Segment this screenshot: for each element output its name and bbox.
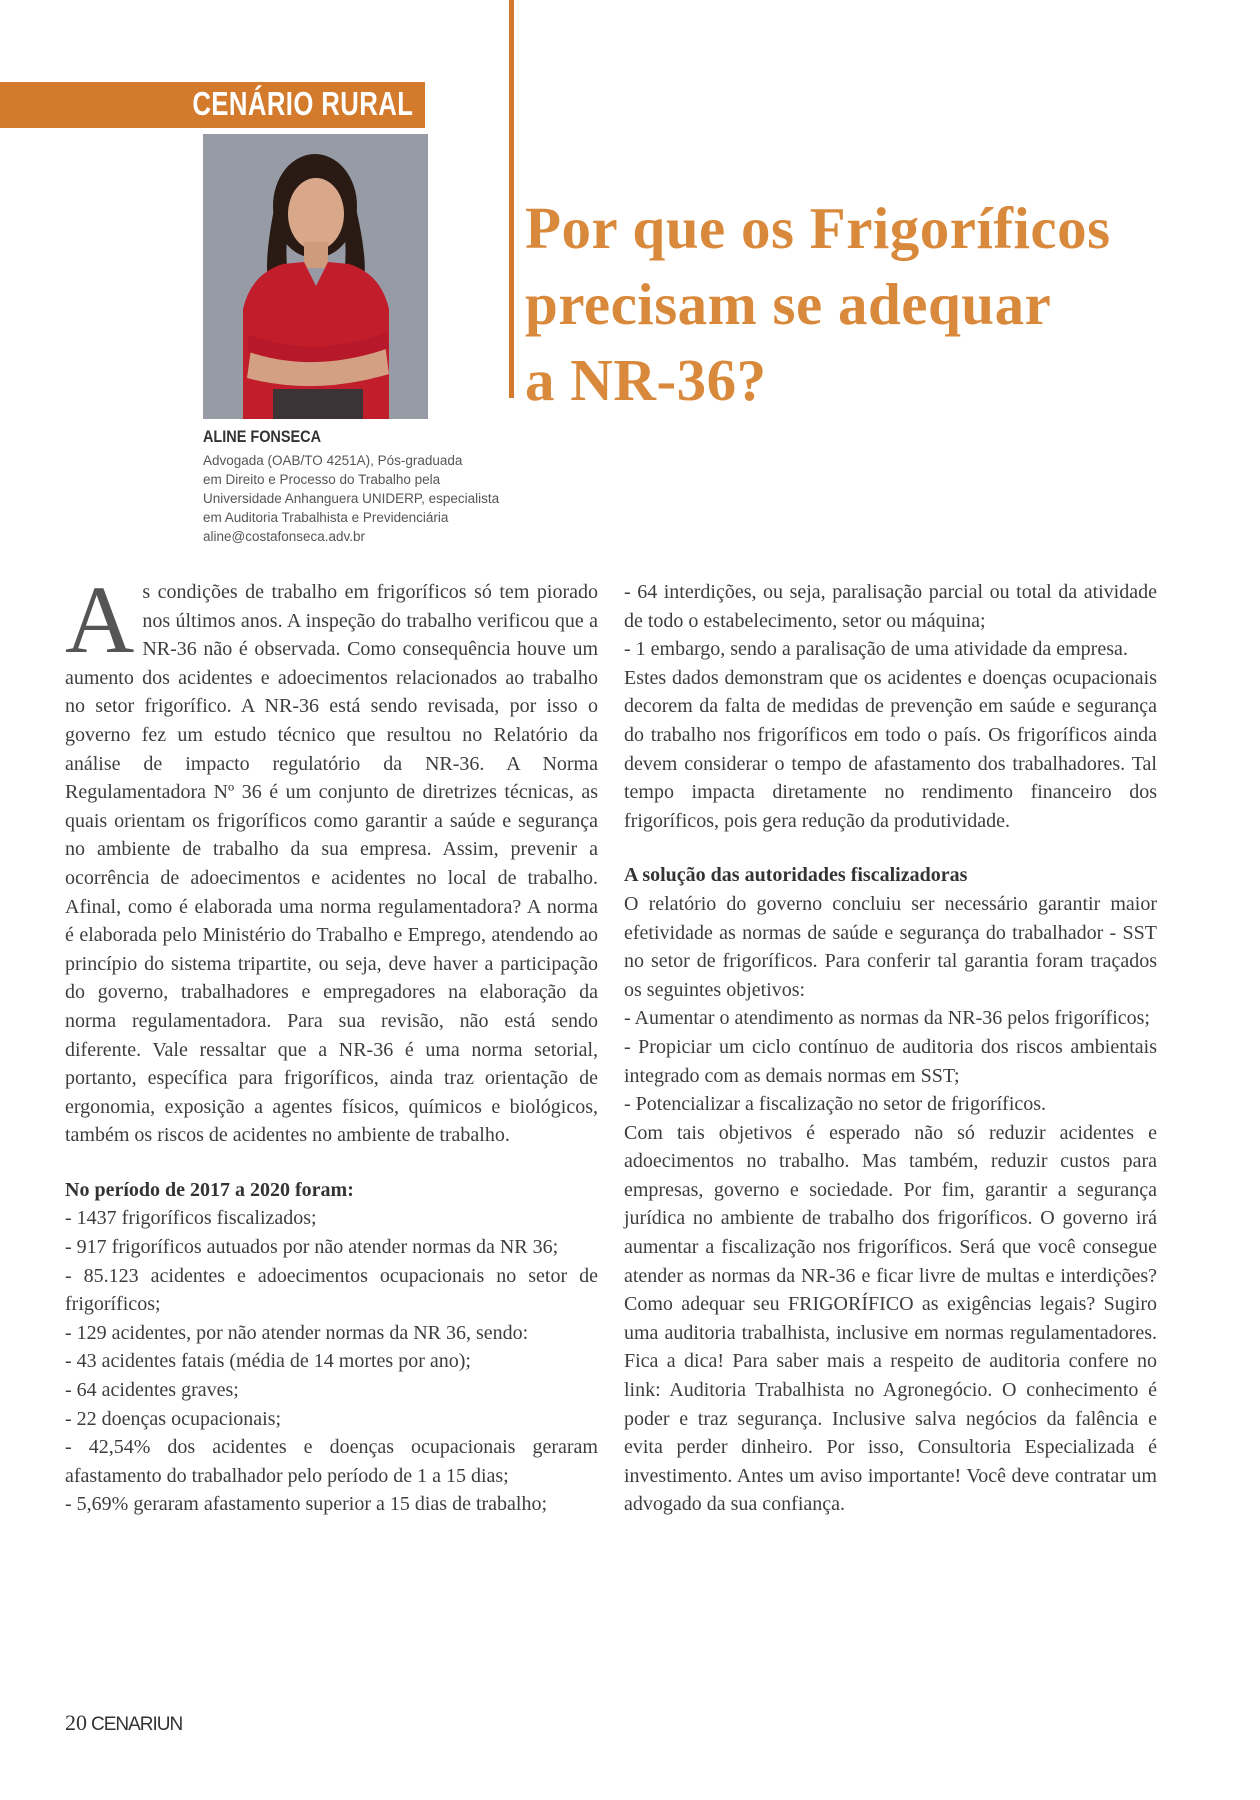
title-line-3: a NR-36? [525,347,767,413]
solution-subhead: A solução das autoridades fiscalizadoras [624,864,968,887]
author-bio-line: Advogada (OAB/TO 4251A), Pós-graduada [203,453,463,468]
list-item: - 64 acidentes graves; [65,1379,239,1402]
author-bio-line: Universidade Anhanguera UNIDERP, especialista [203,491,500,506]
objective-item: - Propiciar um ciclo contínuo de auditoria dos riscos ambientais integrado com as demais normas em SST; [624,1035,1157,1087]
list-item: - 64 interdições, ou seja, paralisação parcial ou total da atividade de todo o estabelecimento, setor ou máquina; [624,581,1157,632]
page-footer [65,1710,182,1736]
list-item: - 917 frigoríficos autuados por não atender normas da NR 36; [65,1236,559,1259]
list-item: - 42,54% dos acidentes e doenças ocupacionais geraram afastamento do trabalhador pelo período de 1 a 15 dias; [65,1436,598,1487]
report-paragraph: O relatório do governo concluiu ser necessário garantir maior efetividade as normas de saúde e segurança do trabalhador - SST no setor de frigoríficos. Para conferir tal garantia foram traçados os seguintes objetivos: [624,892,1157,1001]
intro-paragraph [65,566,598,1150]
author-info [203,427,533,546]
left-column [65,566,598,1519]
objective-item: - Potencializar a fiscalização no setor de frigoríficos. [624,1093,1047,1116]
list-item: - 5,69% geraram afastamento superior a 15 dias de trabalho; [65,1493,548,1516]
article-title [525,190,1225,418]
drop-cap: A [65,566,135,673]
data-summary-paragraph: Estes dados demonstram que os acidentes e doenças ocupacionais decorem da falta de medidas de prevenção em saúde e segurança do trabalho nos frigoríficos em todo o país. Os frigoríficos ainda devem considerar o tempo de afastamento dos trabalhadores. Tal tempo impacta diretamente no rendimento financeiro dos frigoríficos, pois gera redução da produtividade. [624,666,1157,832]
title-line-1: Por que os Frigoríficos [525,195,1111,261]
vertical-accent-line [509,0,514,398]
author-bio-line: em Auditoria Trabalhista e Previdenciária [203,510,449,525]
author-bio-line: em Direito e Processo do Trabalho pela [203,472,441,487]
period-subhead: No período de 2017 a 2020 foram: [65,1178,354,1201]
intro-text: s condições de trabalho em frigoríficos só tem piorado nos últimos anos. A inspeção do trabalho verificou que a NR-36 não é observada. Como consequência houve um aumento dos acidentes e adoecimentos relacionados ao trabalho no setor frigorífico. A NR-36 está sendo revisada, por isso o governo fez um estudo técnico que resultou no Relatório da análise de impacto regulatório da NR-36. A Norma Regulamentadora Nº 36 é um conjunto de diretrizes técnicas, as quais orientam os frigoríficos como garantir a saúde e segurança no ambiente de trabalho da sua empresa. Assim, prevenir a ocorrência de adoecimentos e acidentes no local de trabalho. Afinal, como é elaborada uma norma regulamentadora? A norma é elaborada pelo Ministério do Trabalho e Emprego, atendendo ao princípio do sistema tripartite, ou seja, deve haver a participação do governo, trabalhadores e empregadores na elaboração da norma regulamentadora. Para sua revisão, não está sendo diferente. Vale ressaltar que a NR-36 é uma norma setorial, portanto, específica para frigoríficos, ainda traz orientação de ergonomia, exposição a agentes físicos, químicos e biológicos, também os riscos de acidentes no ambiente de trabalho. [65,581,598,1147]
objective-item: - Aumentar o atendimento as normas da NR-36 pelos frigoríficos; [624,1007,1150,1030]
section-header-bar [0,82,425,128]
list-item: - 1437 frigoríficos fiscalizados; [65,1207,317,1230]
author-email[interactable]: aline@costafonseca.adv.br [203,529,366,544]
list-item: - 43 acidentes fatais (média de 14 mortes por ano); [65,1350,471,1373]
list-item: - 22 doenças ocupacionais; [65,1407,282,1430]
section-label: CENÁRIO RURAL [192,85,413,122]
list-item: - 1 embargo, sendo a paralisação de uma atividade da empresa. [624,638,1128,661]
page-number: 20 [65,1710,87,1735]
right-column [624,578,1157,1519]
author-name: ALINE FONSECA [203,427,322,446]
conclusion-paragraph: Com tais objetivos é esperado não só reduzir acidentes e adoecimentos no trabalho. Mas também, reduzir custos para empresas, governo e sociedade. Por fim, garantir a segurança jurídica no ambiente de trabalho dos frigoríficos. O governo irá aumentar a fiscalização nos frigoríficos. Será que você consegue atender as normas da NR-36 e ficar livre de multas e interdições? Como adequar seu FRIGORÍFICO as exigências legais? Sugiro uma auditoria trabalhista, inclusive em normas regulamentadores. Fica a dica! Para saber mais a respeito de auditoria confere no link: Auditoria Trabalhista no Agronegócio. O conhecimento é poder e traz segurança. Inclusive salva negócios da falência e evita perder dinheiro. Por isso, Consultoria Especializada é investimento. Antes um aviso importante! Você deve contratar um advogado da sua confiança. [624,1121,1157,1516]
title-line-2: precisam se adequar [525,271,1052,337]
author-portrait-illustration [203,134,428,419]
magazine-brand: CENARIUN [91,1714,183,1735]
list-item: - 129 acidentes, por não atender normas da NR 36, sendo: [65,1321,529,1344]
author-photo [203,134,428,419]
list-item: - 85.123 acidentes e adoecimentos ocupacionais no setor de frigoríficos; [65,1264,598,1316]
